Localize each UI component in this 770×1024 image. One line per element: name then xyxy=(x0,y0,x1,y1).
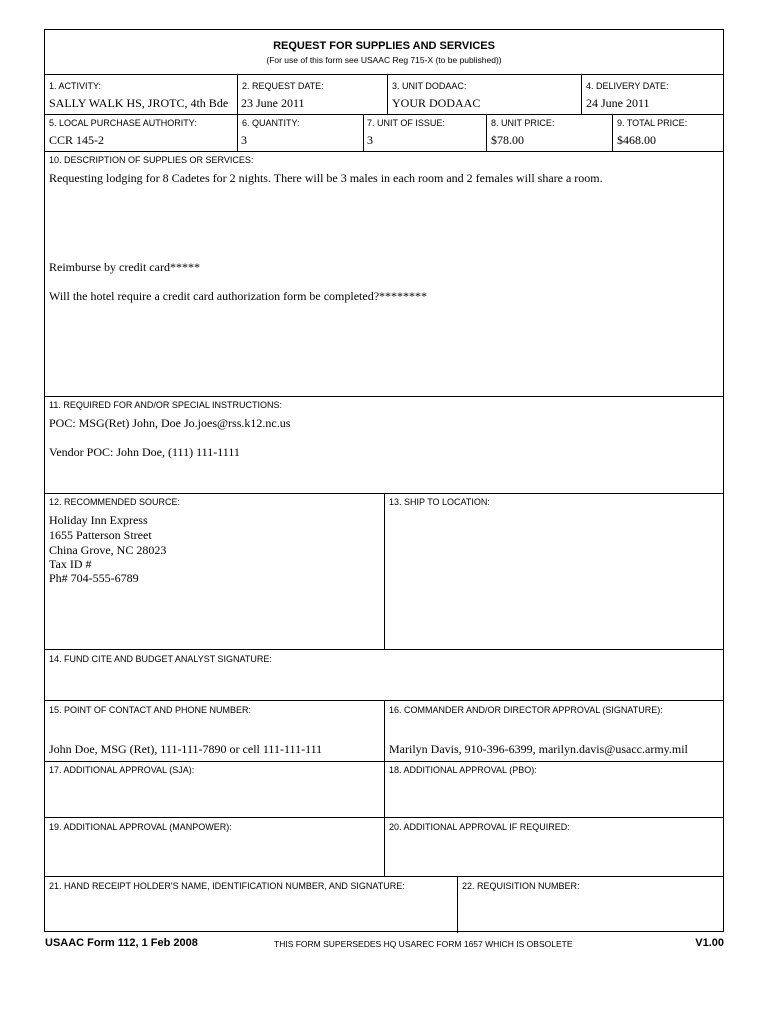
request-form xyxy=(44,29,724,932)
commander-approval-label: 16. COMMANDER AND/OR DIRECTOR APPROVAL (SIGNATURE): xyxy=(389,705,663,715)
divider xyxy=(45,114,723,115)
total-price-label: 9. TOTAL PRICE: xyxy=(617,118,688,128)
description-line[interactable]: Will the hotel require a credit card authorization form be completed?******** xyxy=(49,289,428,303)
fund-cite-label: 14. FUND CITE AND BUDGET ANALYST SIGNATURE: xyxy=(49,654,272,664)
special-instructions-line[interactable]: Vendor POC: John Doe, (111) 111-1111 xyxy=(49,445,240,459)
recommended-source-line[interactable]: China Grove, NC 28023 xyxy=(49,543,167,557)
unit-dodaac-label: 3. UNIT DODAAC: xyxy=(392,81,467,91)
description-line[interactable]: Reimburse by credit card***** xyxy=(49,260,200,274)
unit-of-issue-value[interactable]: 3 xyxy=(367,133,373,147)
divider xyxy=(45,74,723,75)
recommended-source-line[interactable]: Ph# 704-555-6789 xyxy=(49,571,139,585)
divider xyxy=(612,114,613,151)
purchase-authority-value[interactable]: CCR 145-2 xyxy=(49,133,105,147)
form-title: REQUEST FOR SUPPLIES AND SERVICES xyxy=(273,40,495,52)
divider xyxy=(581,74,582,114)
divider xyxy=(384,700,385,876)
sja-approval-label: 17. ADDITIONAL APPROVAL (SJA): xyxy=(49,765,195,775)
special-instructions-line[interactable]: POC: MSG(Ret) John, Doe Jo.joes@rss.k12.nc.us xyxy=(49,416,291,430)
divider xyxy=(45,151,723,152)
requisition-number-label: 22. REQUISITION NUMBER: xyxy=(462,881,580,891)
divider xyxy=(387,74,388,114)
recommended-source-label: 12. RECOMMENDED SOURCE: xyxy=(49,497,181,507)
poc-phone-value[interactable]: John Doe, MSG (Ret), 111-111-7890 or cell 111-111-111 xyxy=(49,742,323,756)
divider xyxy=(486,114,487,151)
recommended-source-line[interactable]: Holiday Inn Express xyxy=(49,513,148,527)
form-version: V1.00 xyxy=(695,937,724,949)
description-line[interactable]: Requesting lodging for 8 Cadetes for 2 nights. There will be 3 males in each room and 2 females will share a room. xyxy=(49,171,603,185)
delivery-date-label: 4. DELIVERY DATE: xyxy=(586,81,669,91)
pbo-approval-label: 18. ADDITIONAL APPROVAL (PBO): xyxy=(389,765,537,775)
request-date-value[interactable]: 23 June 2011 xyxy=(241,96,305,110)
divider xyxy=(45,396,723,397)
request-date-label: 2. REQUEST DATE: xyxy=(242,81,324,91)
unit-price-value[interactable]: $78.00 xyxy=(491,133,524,147)
quantity-value[interactable]: 3 xyxy=(241,133,247,147)
total-price-value[interactable]: $468.00 xyxy=(617,133,656,147)
form-subtitle: (For use of this form see USAAC Reg 715-X (to be published)) xyxy=(266,55,502,65)
unit-dodaac-value[interactable]: YOUR DODAAC xyxy=(392,96,481,110)
recommended-source-line[interactable]: 1655 Patterson Street xyxy=(49,528,152,542)
special-instructions-label: 11. REQUIRED FOR AND/OR SPECIAL INSTRUCTIONS: xyxy=(49,400,283,410)
purchase-authority-label: 5. LOCAL PURCHASE AUTHORITY: xyxy=(49,118,197,128)
activity-value[interactable]: SALLY WALK HS, JROTC, 4th Bde xyxy=(49,96,229,110)
delivery-date-value[interactable]: 24 June 2011 xyxy=(586,96,650,110)
quantity-label: 6. QUANTITY: xyxy=(242,118,300,128)
divider xyxy=(384,493,385,649)
description-label: 10. DESCRIPTION OF SUPPLIES OR SERVICES: xyxy=(49,155,254,165)
unit-price-label: 8. UNIT PRICE: xyxy=(491,118,555,128)
divider xyxy=(363,114,364,151)
activity-label: 1. ACTIVITY: xyxy=(49,81,102,91)
divider xyxy=(237,74,238,114)
ship-to-label: 13. SHIP TO LOCATION: xyxy=(389,497,490,507)
divider xyxy=(45,876,723,877)
divider xyxy=(237,114,238,151)
divider xyxy=(457,876,458,933)
hand-receipt-label: 21. HAND RECEIPT HOLDER'S NAME, IDENTIFICATION NUMBER, AND SIGNATURE: xyxy=(49,881,405,891)
poc-phone-label: 15. POINT OF CONTACT AND PHONE NUMBER: xyxy=(49,705,252,715)
additional-approval-label: 20. ADDITIONAL APPROVAL IF REQUIRED: xyxy=(389,822,570,832)
form-id: USAAC Form 112, 1 Feb 2008 xyxy=(45,937,198,949)
divider xyxy=(45,649,723,650)
recommended-source-line[interactable]: Tax ID # xyxy=(49,557,92,571)
manpower-approval-label: 19. ADDITIONAL APPROVAL (MANPOWER): xyxy=(49,822,232,832)
commander-approval-value[interactable]: Marilyn Davis, 910-396-6399, marilyn.davis@usacc.army.mil xyxy=(389,742,688,756)
unit-of-issue-label: 7. UNIT OF ISSUE: xyxy=(367,118,445,128)
supersede-notice: THIS FORM SUPERSEDES HQ USAREC FORM 1657 WHICH IS OBSOLETE xyxy=(274,939,573,949)
